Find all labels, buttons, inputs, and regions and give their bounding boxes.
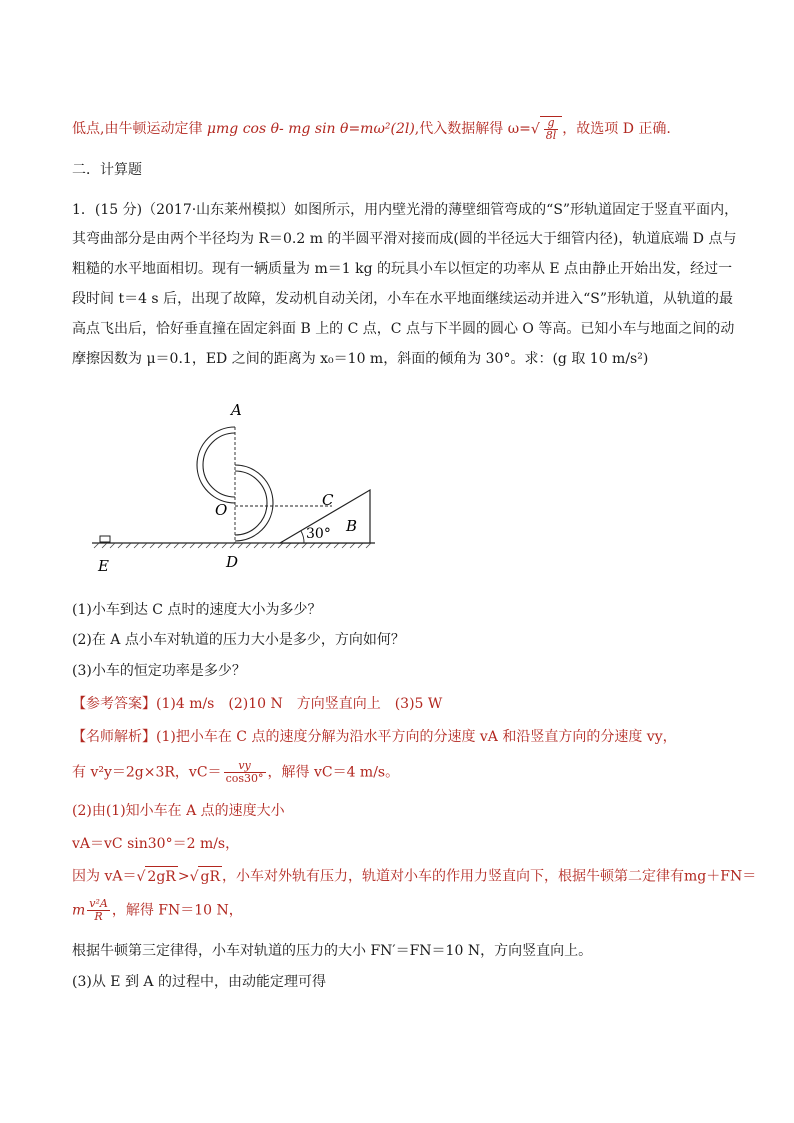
- analysis-text-5a: 因为 vA＝: [72, 868, 137, 885]
- answer-text: (1)4 m/s (2)10 N 方向竖直向上 (3)5 W: [156, 696, 443, 712]
- analysis-line-5: [72, 866, 757, 887]
- vc-fraction: [224, 760, 266, 785]
- sqrt-gr: √ gR: [190, 866, 222, 887]
- label-A: A: [231, 401, 242, 419]
- analysis-text-2a: 有 v²y＝2g×3R，vC＝: [72, 764, 222, 781]
- label-B: B: [346, 517, 358, 535]
- problem-line-5: 高点飞出后，恰好垂直撞在固定斜面 B 上的 C 点，C 点与下半圆的圆心 O 等高。已知小车与地面之间的动: [72, 321, 735, 337]
- sqrt-expression: √ $\frac{g}{8l}$: [531, 116, 562, 142]
- analysis-text-5b: ，小车对外轨有压力，轨道对小车的作用力竖直向下，根据牛顿第二定律有: [222, 868, 684, 885]
- s-track-figure: [80, 395, 390, 580]
- top-line-lead: 低点,由牛顿运动定律: [72, 121, 207, 137]
- section-title: 二．计算题: [72, 162, 142, 178]
- problem-line-6: 摩擦因数为 μ＝0.1，ED 之间的距离为 x₀＝10 m，斜面的倾角为 30°。求：(g 取 10 m/s²): [72, 351, 649, 367]
- label-O: O: [215, 501, 228, 519]
- analysis-line-2: [72, 760, 734, 785]
- label-D: D: [226, 553, 239, 571]
- top-line-formula: μmg cos θ- mg sin θ=mω²(2l): [206, 121, 415, 137]
- va-fraction: [87, 898, 110, 923]
- answer-line: [72, 694, 734, 714]
- analysis-text-5c: mg＋FN＝: [684, 868, 757, 885]
- analysis-line-7: 根据牛顿第三定律得，小车对轨道的压力的大小 FN′＝FN＝10 N，方向竖直向上。: [72, 943, 593, 959]
- sqrt-numerator: g: [544, 117, 559, 130]
- answer-tag: 【参考答案】: [72, 696, 156, 712]
- sqrt-denominator: 8l: [545, 129, 557, 142]
- question-1: (1)小车到达 C 点时的速度大小为多少？: [72, 602, 322, 618]
- analysis-line-3: (2)由(1)知小车在 A 点的速度大小: [72, 803, 285, 819]
- problem-line-2: 其弯曲部分是由两个半径均为 R＝0.2 m 的半圆平滑对接而成(圆的半径远大于细管内径)，轨道底端 D 点与: [72, 231, 737, 247]
- va-numerator: v²A: [89, 897, 108, 910]
- vc-numerator: vy: [224, 760, 266, 773]
- lower-tube-inner: [235, 471, 267, 535]
- analysis-text-1: (1)把小车在 C 点的速度分解为沿水平方向的分速度 vA 和沿竖直方向的分速度 vy，: [156, 729, 677, 745]
- analysis-line-4: vA＝vC sin30°＝2 m/s，: [72, 836, 240, 852]
- analysis-text-6b: ，解得 FN＝10 N，: [111, 902, 243, 919]
- question-2: (2)在 A 点小车对轨道的压力大小是多少，方向如何？: [72, 632, 405, 648]
- label-C: C: [322, 491, 334, 509]
- top-line: [72, 116, 734, 142]
- label-E: E: [98, 557, 109, 575]
- upper-tube-inner: [203, 433, 235, 497]
- top-line-tail: ，故选项 D 正确.: [562, 121, 671, 137]
- vc-denominator: cos30°: [225, 772, 264, 785]
- question-3: (3)小车的恒定功率是多少？: [72, 663, 246, 679]
- problem-line-1: 1．(15 分)（2017·山东莱州模拟）如图所示，用内壁光滑的薄壁细管弯成的“S”形轨道固定于竖直平面内，: [72, 202, 739, 218]
- analysis-line-8: (3)从 E 到 A 的过程中，由动能定理可得: [72, 974, 326, 990]
- va-denominator: R: [94, 910, 103, 923]
- sqrt-2gr: √ 2gR: [136, 866, 177, 887]
- analysis-line-1: [72, 727, 734, 747]
- analysis-line-6: [72, 898, 734, 923]
- analysis-text-6a: m: [72, 902, 86, 919]
- problem-line-3: 粗糙的水平地面相切。现有一辆质量为 m＝1 kg 的玩具小车以恒定的功率从 E 点由静止开始出发，经过一: [72, 261, 733, 277]
- analysis-tag: 【名师解析】: [72, 729, 156, 745]
- top-line-mid: ,代入数据解得 ω=: [414, 121, 531, 137]
- problem-line-4: 段时间 t＝4 s 后，出现了故障，发动机自动关闭，小车在水平地面继续运动并进入“S”形轨道，从轨道的最: [72, 291, 733, 307]
- ground-hatch: [94, 543, 371, 548]
- toy-car: [100, 536, 110, 542]
- greater-than: >: [177, 868, 190, 885]
- analysis-text-2b: ，解得 vC＝4 m/s。: [267, 764, 400, 781]
- label-angle: 30°: [306, 526, 331, 542]
